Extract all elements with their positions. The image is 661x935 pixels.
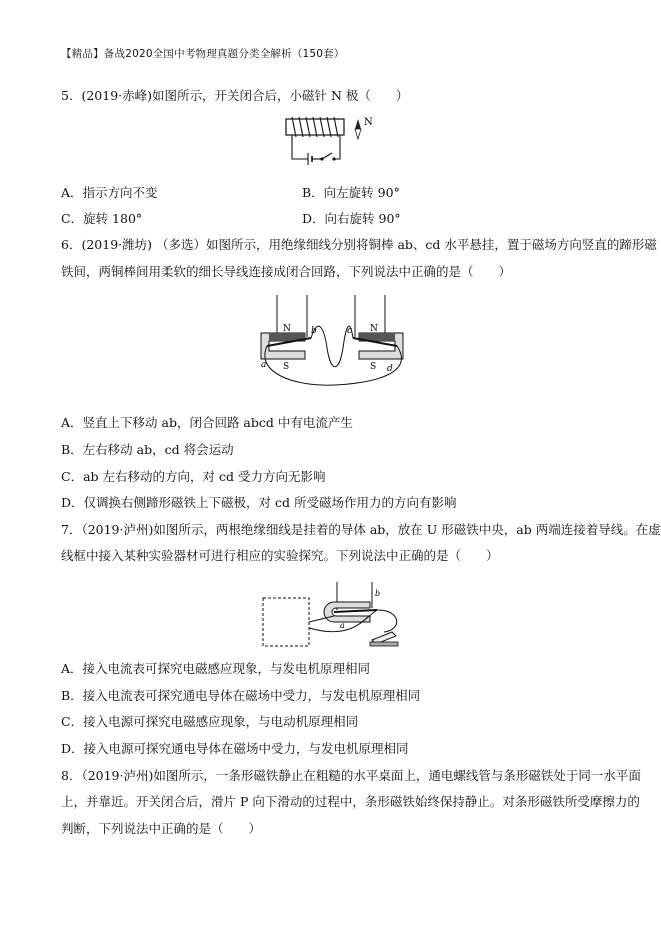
q6-b-label: b (311, 326, 317, 336)
q6-n-label-right: N (370, 324, 378, 334)
q7-b-label: b (375, 589, 381, 598)
q6-c-label: c (347, 326, 353, 336)
q7-u-magnet-figure (262, 580, 407, 650)
q7-option-b: B．接入电流表可探究通电导体在磁场中受力，与发电机原理相同 (61, 688, 421, 703)
q6-n-label-left: N (283, 324, 291, 334)
q6-option-d: D．仅调换右侧蹄形磁铁上下磁极，对 cd 所受磁场作用力的方向有影响 (61, 495, 457, 510)
q5-option-d: D．向右旋转 90° (302, 211, 401, 226)
question-8-stem-line3: 判断，下列说法中正确的是（ ） (61, 821, 262, 836)
question-8-stem-line2: 上，并靠近。开关闭合后，滑片 P 向下滑动的过程中，条形磁铁始终保持静止。对条形磁铁所受摩擦力的 (61, 794, 640, 809)
q5-option-c: C．旋转 180° (61, 211, 143, 226)
question-7-stem-line1: 7．（2019·泸州)如图所示，两根绝缘细线是挂着的导体 ab，放在 U 形磁铁中央，ab 两端连接着导线。在虚 (61, 522, 661, 537)
page-header: 【精品】备战2020全国中考物理真题分类全解析（150套） (61, 48, 345, 60)
question-5-stem: 5．(2019·赤峰)如图所示，开关闭合后，小磁针 N 极（ ） (61, 88, 409, 103)
q7-option-c: C．接入电源可探究电磁感应现象，与电动机原理相同 (61, 714, 359, 729)
q6-option-b: B．左右移动 ab，cd 将会运动 (61, 442, 234, 457)
q6-option-c: C．ab 左右移动的方向，对 cd 受力方向无影响 (61, 469, 326, 484)
q7-option-d: D．接入电源可探究通电导体在磁场中受力，与发电机原理相同 (61, 741, 409, 756)
q5-option-a: A．指示方向不变 (61, 185, 158, 200)
q6-a-label: a (261, 360, 267, 370)
q7-a-label: a (340, 621, 345, 630)
q6-s-label-right: S (370, 362, 377, 372)
q6-option-a: A．竖直上下移动 ab，闭合回路 abcd 中有电流产生 (61, 415, 353, 430)
q6-s-label-left: S (283, 362, 290, 372)
q6-two-magnets-figure (255, 293, 415, 393)
q5-solenoid-figure (278, 113, 378, 173)
q5-option-b: B．向左旋转 90° (302, 185, 400, 200)
question-8-stem-line1: 8．（2019·泸州)如图所示，一条形磁铁静止在粗糙的水平桌面上，通电螺线管与条形磁铁处于同一水平面 (61, 768, 641, 783)
q7-option-a: A．接入电流表可探究电磁感应现象，与发电机原理相同 (61, 661, 371, 676)
q5-needle-n-label: N (364, 117, 373, 128)
question-6-stem-line2: 铁间，两铜棒间用柔软的细长导线连接成闭合回路，下列说法中正确的是（ ） (61, 264, 512, 279)
q6-d-label: d (387, 364, 393, 374)
question-7-stem-line2: 线框中接入某种实验器材可进行相应的实验探究。下列说法中正确的是（ ） (61, 548, 499, 563)
question-6-stem-line1: 6．(2019·潍坊) （多选）如图所示，用绝缘细线分别将铜棒 ab、cd 水平悬挂，置于磁场方向竖直的蹄形磁 (61, 237, 657, 252)
